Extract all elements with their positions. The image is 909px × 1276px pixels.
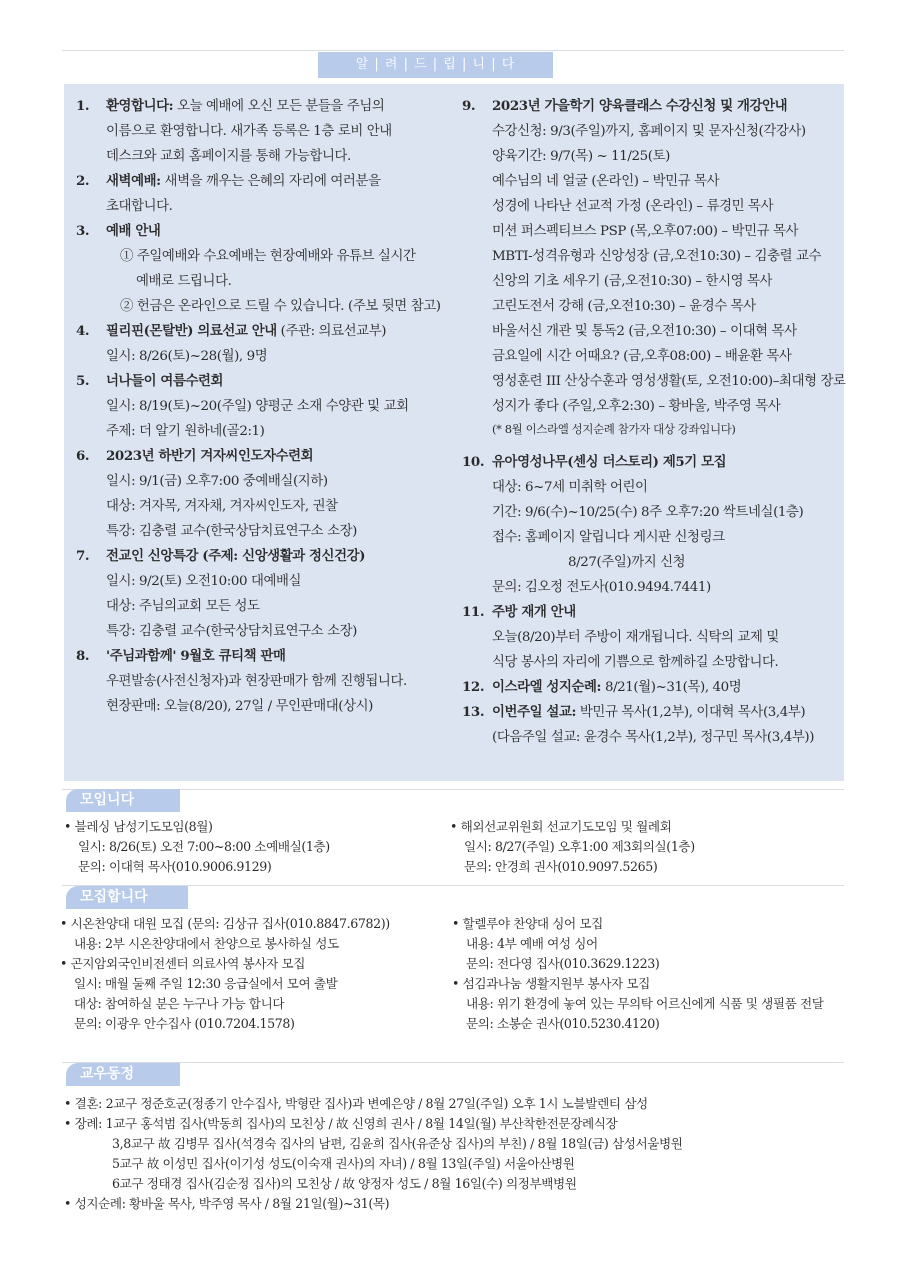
info-line: 5교구 故 이성민 집사(이기성 성도(이숙재 권사)의 자녀) / 8월 13일(주일) 서울아산병원 — [112, 1156, 575, 1171]
notice-body — [106, 369, 456, 444]
notice-line — [492, 219, 842, 244]
info-line: 문의: 이광우 안수집사 (010.7204.1578) — [74, 1016, 295, 1031]
notice-line — [492, 194, 842, 219]
notice-text: 식당 봉사의 자리에 기쁨으로 함께하길 소망합니다. — [492, 655, 779, 670]
gatherings-left — [64, 817, 444, 877]
notice-line — [492, 500, 842, 525]
notice-line — [106, 494, 456, 519]
info-line: 내용: 2부 시온찬양대에서 찬양으로 봉사하실 성도 — [74, 936, 339, 951]
notice-item — [76, 369, 456, 444]
notice-text: ② 헌금은 온라인으로 드릴 수 있습니다. (주보 뒷면 참고) — [120, 299, 441, 314]
notice-line — [492, 344, 842, 369]
notice-line — [106, 594, 456, 619]
notice-item — [76, 169, 456, 219]
notice-text: 현장판매: 오늘(8/20), 27일 / 무인판매대(상시) — [106, 699, 374, 714]
notice-number: 4. — [76, 323, 90, 339]
info-line: • 결혼: 2교구 정준호군(정종기 안수집사, 박형란 집사)과 변예은양 / 8월 27일(주일) 오후 1시 노블발렌티 삼성 — [64, 1096, 648, 1111]
info-line: 대상: 참여하실 분은 누구나 가능 합니다 — [74, 996, 285, 1011]
info-line: 문의: 소봉순 권사(010.5230.4120) — [466, 1016, 660, 1031]
notice-text: 일시: 8/26(토)~28(월), 9명 — [106, 349, 268, 364]
notice-heading: 2023년 가을학기 양육클래스 수강신청 및 개강안내 — [492, 98, 788, 114]
notice-item — [76, 219, 456, 319]
notice-text: (주관: 의료선교부) — [276, 324, 387, 339]
notice-text: 8/21(월)~31(목), 40명 — [601, 680, 742, 695]
notice-text: 특강: 김충렬 교수(한국상담치료연구소 소장) — [106, 624, 357, 639]
notice-heading: 2023년 하반기 겨자씨인도자수련회 — [106, 448, 314, 464]
notice-text: 미션 퍼스펙티브스 PSP (목,오후07:00) – 박민규 목사 — [492, 224, 799, 239]
notice-number: 12. — [462, 679, 485, 695]
notice-line — [106, 444, 456, 469]
info-line: 6교구 정태경 집사(김순정 집사)의 모친상 / 故 양정자 성도 / 8월 16일(수) 의정부백병원 — [112, 1176, 577, 1191]
notice-line — [106, 344, 456, 369]
info-line: 일시: 8/27(주일) 오후1:00 제3회의실(1층) — [464, 839, 695, 854]
notice-line — [492, 169, 842, 194]
notice-text: 이름으로 환영합니다. 새가족 등록은 1층 로비 안내 — [106, 124, 392, 139]
notice-text: 예수님의 네 얼굴 (온라인) – 박민규 목사 — [492, 174, 720, 189]
notice-line — [492, 525, 842, 550]
info-line: 문의: 이대혁 목사(010.9006.9129) — [78, 859, 272, 874]
notice-text: 접수: 홈페이지 알립니다 게시판 신청링크 — [492, 530, 725, 545]
notice-item — [462, 94, 846, 440]
notice-line — [492, 550, 842, 575]
notice-line — [492, 144, 842, 169]
notice-item — [76, 444, 456, 544]
info-line: 내용: 4부 예배 여성 싱어 — [466, 936, 598, 951]
info-line: 일시: 8/26(토) 오전 7:00~8:00 소예배실(1층) — [78, 839, 330, 854]
notice-number: 8. — [76, 648, 90, 664]
notice-text: 성경에 나타난 선교적 가정 (온라인) – 류경민 목사 — [492, 199, 774, 214]
notice-line — [106, 319, 456, 344]
notice-line — [106, 144, 456, 169]
notice-text: 일시: 9/2(토) 오전10:00 대예배실 — [106, 574, 302, 589]
notice-heading: 전교인 신앙특강 (주제: 신앙생활과 정신건강) — [106, 548, 366, 564]
notice-line — [492, 575, 842, 600]
notice-line — [492, 700, 842, 725]
notice-line — [492, 269, 842, 294]
notice-item — [76, 644, 456, 719]
notice-text: 오늘 예배에 오신 모든 분들을 주님의 — [173, 99, 385, 114]
notice-body — [492, 700, 842, 750]
notice-item — [76, 319, 456, 369]
notice-line — [106, 419, 456, 444]
notice-line — [106, 519, 456, 544]
notice-text: 대상: 겨자목, 겨자채, 겨자씨인도자, 권찰 — [106, 499, 338, 514]
notice-line — [492, 419, 842, 440]
notice-body — [106, 169, 456, 219]
notice-text: 일시: 8/19(토)~20(주일) 양평군 소재 수양관 및 교회 — [106, 399, 409, 414]
notice-line — [106, 394, 456, 419]
notice-text: ① 주일예배와 수요예배는 현장예배와 유튜브 실시간 — [120, 249, 416, 264]
notice-heading: 새벽예배: — [106, 173, 161, 189]
notice-line — [106, 669, 456, 694]
notice-text: 기간: 9/6(수)~10/25(수) 8주 오후7:20 싹트네실(1층) — [492, 505, 804, 520]
notice-text: 영성훈련 III 산상수훈과 영성생활(토, 오전10:00)–최대형 장로 — [492, 374, 846, 389]
notice-line — [106, 169, 456, 194]
notice-number: 3. — [76, 223, 90, 239]
members-label: 교우동정 — [66, 1063, 180, 1086]
recruit-right — [452, 914, 847, 1034]
notice-line — [106, 694, 456, 719]
notice-item — [462, 600, 842, 675]
notice-text: (다음주일 설교: 윤경수 목사(1,2부), 정구민 목사(3,4부)) — [492, 730, 815, 745]
notice-body — [492, 450, 842, 600]
info-line: 문의: 전다영 집사(010.3629.1223) — [466, 956, 660, 971]
notice-text: 문의: 김오정 전도사(010.9494.7441) — [492, 580, 711, 595]
notice-line — [106, 544, 456, 569]
notice-line — [492, 650, 842, 675]
notice-heading: 환영합니다: — [106, 98, 174, 114]
notice-number: 5. — [76, 373, 90, 389]
notice-item — [462, 450, 842, 600]
notice-number: 2. — [76, 173, 90, 189]
notice-line — [106, 469, 456, 494]
notice-text: 주제: 더 알기 원하네(골2:1) — [106, 424, 265, 439]
notice-line — [492, 625, 842, 650]
notice-line — [492, 294, 842, 319]
notice-number: 1. — [76, 98, 90, 114]
notice-body — [106, 544, 456, 644]
notice-heading: 너나들이 여름수련회 — [106, 373, 224, 389]
notice-text: 새벽을 깨우는 은혜의 자리에 여러분을 — [160, 174, 381, 189]
notice-text: 오늘(8/20)부터 주방이 재개됩니다. 식탁의 교제 및 — [492, 630, 779, 645]
notice-line — [492, 369, 846, 394]
notice-text: 양육기간: 9/7(목) ~ 11/25(토) — [492, 149, 670, 164]
notice-heading: 이번주일 설교: — [492, 704, 577, 720]
notice-line — [106, 569, 456, 594]
info-line: • 시온찬양대 대원 모집 (문의: 김상규 집사(010.8847.6782)) — [60, 916, 390, 931]
info-line: • 성지순례: 황바울 목사, 박주영 목사 / 8월 21일(월)~31(목) — [64, 1196, 390, 1211]
notice-body — [106, 644, 456, 719]
notice-text: 바울서신 개관 및 통독2 (금,오전10:30) – 이대혁 목사 — [492, 324, 797, 339]
notice-body — [492, 600, 842, 675]
notice-number: 6. — [76, 448, 90, 464]
notice-line — [106, 194, 456, 219]
info-line: • 블레싱 남성기도모임(8월) — [64, 819, 213, 834]
notice-text: 박민규 목사(1,2부), 이대혁 목사(3,4부) — [576, 705, 806, 720]
info-line: • 장례: 1교구 홍석범 집사(박동희 집사)의 모친상 / 故 신영희 권사 / 8월 14일(월) 부산착한전문장례식장 — [64, 1116, 618, 1131]
notice-line — [492, 450, 842, 475]
info-line: 3,8교구 故 김병무 집사(석경숙 집사의 남편, 김윤희 집사(유준상 집사)의 부친) / 8월 18일(금) 삼성서울병원 — [112, 1136, 683, 1151]
notice-text: 고린도전서 강해 (금,오전10:30) – 윤경수 목사 — [492, 299, 756, 314]
notice-number: 11. — [462, 604, 485, 620]
notice-text: 초대합니다. — [106, 199, 173, 214]
info-line: • 해외선교위원회 선교기도모임 및 월례회 — [450, 819, 672, 834]
notice-heading: '주님과함께' 9월호 큐티책 판매 — [106, 648, 286, 664]
info-line: • 곤지암외국인비전센터 의료사역 봉사자 모집 — [60, 956, 305, 971]
members-news — [64, 1094, 844, 1214]
notice-line — [492, 119, 842, 144]
notice-text: 우편발송(사전신청자)과 현장판매가 함께 진행됩니다. — [106, 674, 407, 689]
info-line: • 할렐루야 찬양대 싱어 모집 — [452, 916, 603, 931]
notice-body — [106, 219, 456, 319]
notice-item — [76, 544, 456, 644]
notice-line — [106, 644, 456, 669]
info-line: 문의: 안경희 권사(010.9097.5265) — [464, 859, 658, 874]
notice-text: 예배로 드립니다. — [136, 274, 232, 289]
notice-line — [492, 600, 842, 625]
info-line: 내용: 위기 환경에 놓여 있는 무의탁 어르신에게 식품 및 생필품 전달 — [466, 996, 824, 1011]
notice-number: 9. — [462, 98, 476, 114]
notice-line — [492, 94, 842, 119]
notice-body — [106, 319, 456, 369]
notice-line — [492, 725, 842, 750]
notice-line — [492, 319, 842, 344]
notice-body — [106, 94, 456, 169]
notice-heading: 이스라엘 성지순례: — [492, 679, 602, 695]
notice-text: 특강: 김충렬 교수(한국상담치료연구소 소장) — [106, 524, 357, 539]
gatherings-label: 모입니다 — [66, 789, 180, 812]
notice-line — [106, 619, 456, 644]
notice-text: 일시: 9/1(금) 오후7:00 중예배실(지하) — [106, 474, 328, 489]
recruit-label: 모집합니다 — [66, 886, 188, 909]
notice-line — [492, 675, 842, 700]
notice-line — [492, 244, 842, 269]
notice-item — [462, 675, 842, 700]
notice-text: 금요일에 시간 어때요? (금,오후08:00) – 배윤환 목사 — [492, 349, 792, 364]
notice-heading: 유아영성나무(센싱 더스토리) 제5기 모집 — [492, 454, 727, 470]
notice-title-tab: 알 | 려 | 드 | 립 | 니 | 다 — [318, 52, 553, 78]
notice-text: 신앙의 기초 세우기 (금,오전10:30) – 한시영 목사 — [492, 274, 773, 289]
notice-text: 성지가 좋다 (주일,오후2:30) – 황바울, 박주영 목사 — [492, 399, 781, 414]
notice-text: 수강신청: 9/3(주일)까지, 홈페이지 및 문자신청(각강사) — [492, 124, 806, 139]
notice-number: 7. — [76, 548, 90, 564]
gatherings-right — [450, 817, 840, 877]
notice-text: 데스크와 교회 홈페이지를 통해 가능합니다. — [106, 149, 351, 164]
info-line: 일시: 매월 둘째 주일 12:30 응급실에서 모여 출발 — [74, 976, 338, 991]
notice-text: 대상: 주님의교회 모든 성도 — [106, 599, 260, 614]
notice-item — [76, 94, 456, 169]
notice-text: (* 8월 이스라엘 성지순례 참가자 대상 강좌입니다) — [492, 422, 736, 436]
notice-line — [106, 244, 456, 269]
notices-left-column — [76, 94, 456, 719]
notice-text: 대상: 6~7세 미취학 어린이 — [492, 480, 648, 495]
notice-heading: 주방 재개 안내 — [492, 604, 576, 620]
notice-line — [106, 94, 456, 119]
notice-heading: 필리핀(몬탈반) 의료선교 안내 — [106, 323, 277, 339]
info-line: • 섬김과나눔 생활지원부 봉사자 모집 — [452, 976, 650, 991]
notice-body — [492, 675, 842, 700]
notice-line — [106, 219, 456, 244]
notice-line — [106, 269, 456, 294]
notices-right-column — [462, 94, 846, 750]
notice-item — [462, 700, 842, 750]
notice-line — [106, 294, 456, 319]
notice-number: 13. — [462, 704, 485, 720]
notice-text: 8/27(주일)까지 신청 — [568, 555, 686, 570]
notice-body — [492, 94, 846, 440]
notice-body — [106, 444, 456, 544]
top-rule — [62, 50, 844, 51]
recruit-left — [60, 914, 450, 1034]
notice-line — [492, 475, 842, 500]
notice-line — [106, 119, 456, 144]
notice-line — [492, 394, 842, 419]
notice-text: MBTI-성격유형과 신앙성장 (금,오전10:30) – 김충렬 교수 — [492, 249, 822, 264]
notice-line — [106, 369, 456, 394]
notice-heading: 예배 안내 — [106, 223, 161, 239]
notice-number: 10. — [462, 454, 485, 470]
